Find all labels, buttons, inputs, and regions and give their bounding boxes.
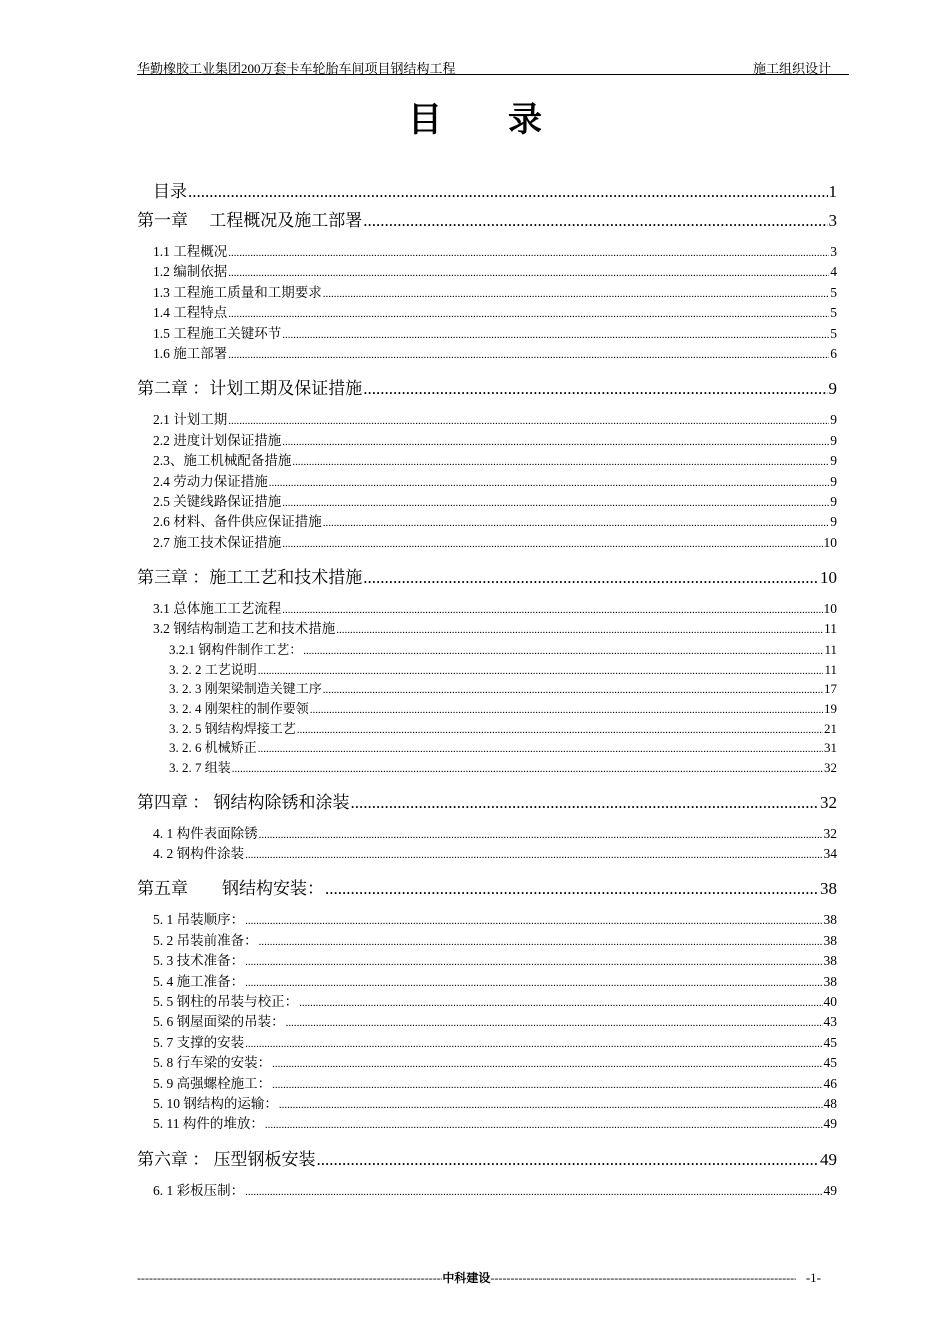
toc-label: 第五章 钢结构安装： — [137, 879, 324, 899]
toc-leader — [259, 824, 823, 845]
toc-label: 第六章 ： 压型钢板安装 — [137, 1149, 316, 1169]
toc-page: 38 — [823, 973, 837, 989]
toc-entry[interactable] — [137, 1181, 837, 1201]
toc-page: 49 — [823, 1182, 837, 1198]
toc-subentry[interactable] — [137, 640, 837, 660]
toc-leader — [336, 619, 823, 640]
toc-page: 32 — [823, 825, 837, 841]
toc-page: 45 — [823, 1034, 837, 1050]
toc-entry[interactable] — [137, 1033, 837, 1053]
toc-page: 34 — [823, 846, 837, 862]
toc-entry[interactable] — [137, 972, 837, 992]
toc-subentry[interactable] — [137, 719, 837, 739]
toc-page: 1 — [828, 182, 837, 201]
toc-entry[interactable] — [137, 599, 837, 619]
toc-label: 2.3、施工机械配备措施 — [153, 453, 292, 469]
toc-leader — [297, 719, 823, 741]
toc-page: 21 — [824, 720, 837, 736]
toc-page: 9 — [830, 514, 837, 530]
toc-page: 38 — [823, 953, 837, 969]
toc-leader — [269, 472, 830, 493]
toc-chapter-3[interactable] — [137, 563, 837, 593]
toc-label: 3.2.1 钢构件制作工艺： — [169, 641, 303, 657]
toc-page: 43 — [823, 1014, 837, 1030]
toc-label: 第二章 ：计划工期及保证措施 — [137, 379, 363, 399]
toc-leader — [317, 1145, 820, 1175]
toc-leader — [232, 758, 823, 780]
toc-page: 11 — [824, 621, 837, 637]
toc-label: 5. 11 构件的堆放： — [153, 1116, 264, 1132]
toc-page: 38 — [823, 912, 837, 928]
toc-leader — [245, 844, 822, 865]
toc-chapter-2[interactable] — [137, 374, 837, 404]
toc-leader — [363, 206, 827, 236]
toc-page: 9 — [830, 412, 837, 428]
toc-entry[interactable] — [137, 344, 837, 364]
toc-leader — [245, 910, 822, 931]
toc-leader — [325, 874, 819, 904]
toc-leader — [258, 738, 823, 760]
footer-page-number: -1- — [805, 1270, 821, 1285]
toc-leader — [228, 242, 829, 263]
toc-leader — [310, 699, 823, 721]
page-footer — [137, 1269, 849, 1286]
toc-entry[interactable] — [137, 1074, 837, 1094]
toc-label: 3. 2. 4 刚架柱的制作要领 — [169, 700, 309, 716]
toc-label: 2.2 进度计划保证措施 — [153, 432, 282, 448]
toc-leader — [282, 599, 822, 620]
toc-entry[interactable] — [137, 492, 837, 512]
toc-leader — [282, 324, 829, 345]
toc-leader — [279, 1094, 823, 1115]
toc-label: 3. 2. 5 钢结构焊接工艺 — [169, 720, 296, 736]
toc-label: 5. 5 钢柱的吊装与校正： — [153, 994, 299, 1010]
toc-label: 第三章 ：施工工艺和技术措施 — [137, 568, 363, 588]
toc-page: 31 — [824, 740, 837, 756]
toc-entry[interactable] — [137, 992, 837, 1012]
toc-entry[interactable] — [137, 844, 837, 864]
toc-entry[interactable] — [137, 931, 837, 951]
toc-label: 2.6 材料、备件供应保证措施 — [153, 514, 322, 530]
toc-chapter-4[interactable] — [137, 788, 837, 818]
toc-entry[interactable] — [137, 242, 837, 262]
toc-leader — [363, 374, 827, 404]
toc-page: 19 — [824, 700, 837, 716]
toc-page: 5 — [830, 325, 837, 341]
toc-page: 32 — [820, 792, 837, 812]
footer-dash-left — [137, 1271, 442, 1286]
toc-label: 2.4 劳动力保证措施 — [153, 473, 268, 489]
toc-label: 4. 2 钢构件涂装 — [153, 846, 245, 862]
toc-leader — [303, 640, 823, 662]
footer-dash-right — [490, 1271, 795, 1286]
toc-entry[interactable] — [137, 910, 837, 930]
toc-page: 5 — [830, 305, 837, 321]
toc-label: 5. 7 支撑的安装 — [153, 1034, 245, 1050]
toc-leader — [282, 492, 829, 513]
toc-subentry[interactable] — [137, 738, 837, 758]
toc-label: 3. 2. 3 刚架梁制造关键工序 — [169, 681, 322, 697]
toc-label: 2.5 关键线路保证措施 — [153, 493, 282, 509]
toc-label: 5. 9 高强螺栓施工： — [153, 1075, 272, 1091]
toc-label: 1.1 工程概况 — [153, 244, 228, 259]
toc-label: 2.7 施工技术保证措施 — [153, 534, 282, 550]
toc-leader — [245, 1181, 822, 1202]
toc-label: 1.6 施工部署 — [153, 345, 228, 361]
title-char-1: 目 — [408, 102, 442, 139]
toc-page: 17 — [824, 681, 837, 697]
table-of-contents — [137, 178, 837, 1201]
toc-label: 3.2 钢结构制造工艺和技术措施 — [153, 621, 336, 637]
toc-page: 10 — [823, 534, 837, 550]
toc-entry[interactable] — [137, 619, 837, 639]
toc-leader — [228, 303, 829, 324]
footer-company: 中科建设 — [442, 1271, 491, 1285]
toc-entry[interactable] — [137, 283, 837, 303]
page-title — [0, 92, 950, 141]
toc-label: 3. 2. 2 工艺说明 — [169, 661, 257, 677]
toc-page: 38 — [823, 932, 837, 948]
toc-entry[interactable] — [137, 451, 837, 471]
toc-entry[interactable] — [137, 1114, 837, 1134]
toc-subentry[interactable] — [137, 699, 837, 719]
toc-leader — [282, 431, 829, 452]
toc-page: 38 — [820, 879, 837, 899]
toc-entry[interactable] — [137, 410, 837, 430]
toc-entry[interactable] — [137, 1012, 837, 1032]
toc-subentry[interactable] — [137, 679, 837, 699]
toc-label: 4. 1 构件表面除锈 — [153, 825, 258, 841]
toc-leader — [228, 344, 829, 365]
toc-subentry[interactable] — [137, 758, 837, 778]
toc-leader — [282, 533, 822, 554]
toc-label: 2.1 计划工期 — [153, 412, 228, 428]
toc-page: 40 — [823, 994, 837, 1010]
toc-leader — [245, 951, 822, 972]
toc-page: 9 — [828, 379, 837, 399]
toc-label: 第四章 ： 钢结构除锈和涂装 — [137, 792, 350, 812]
title-char-2: 录 — [508, 102, 542, 139]
toc-page: 3 — [828, 211, 837, 230]
toc-entry[interactable] — [137, 1053, 837, 1073]
toc-page: 11 — [824, 661, 837, 677]
toc-label: 3. 2. 7 组装 — [169, 759, 231, 775]
toc-entry[interactable] — [137, 951, 837, 971]
toc-page: 5 — [830, 284, 837, 300]
toc-label: 第一章 工程概况及施工部署 — [137, 211, 363, 230]
toc-entry[interactable] — [137, 262, 837, 282]
toc-label: 3.1 总体施工工艺流程 — [153, 601, 282, 617]
toc-label: 目录 — [153, 182, 187, 201]
toc-label: 1.2 编制依据 — [153, 264, 228, 280]
toc-entry[interactable] — [137, 824, 837, 844]
toc-page: 9 — [830, 432, 837, 448]
toc-label: 5. 8 行车梁的安装： — [153, 1055, 272, 1071]
toc-label: 1.4 工程特点 — [153, 305, 228, 321]
toc-label: 1.5 工程施工关键环节 — [153, 325, 282, 341]
toc-leader — [245, 972, 822, 993]
toc-label: 5. 3 技术准备： — [153, 953, 245, 969]
toc-page: 6 — [830, 345, 837, 361]
toc-page: 4 — [830, 264, 837, 280]
toc-label: 5. 1 吊装顺序： — [153, 912, 245, 928]
toc-leader — [272, 1074, 822, 1095]
toc-leader — [228, 410, 829, 431]
toc-chapter-5[interactable] — [137, 874, 837, 904]
toc-page: 3 — [830, 244, 837, 259]
toc-leader — [363, 563, 819, 593]
toc-leader — [351, 788, 820, 818]
toc-entry[interactable] — [137, 431, 837, 451]
toc-label: 5. 2 吊装前准备： — [153, 932, 258, 948]
toc-page: 9 — [830, 493, 837, 509]
toc-label: 5. 6 钢屋面梁的吊装： — [153, 1014, 285, 1030]
header-project-title: 华勤橡胶工业集团200万套卡车轮胎车间项目钢结构工程 — [137, 61, 456, 76]
toc-label: 3. 2. 6 机械矫正 — [169, 740, 257, 756]
toc-page: 49 — [823, 1116, 837, 1132]
toc-chapter-1[interactable] — [137, 206, 837, 236]
toc-page: 10 — [820, 568, 837, 588]
toc-entry[interactable] — [137, 533, 837, 553]
toc-leader — [292, 451, 829, 472]
toc-label: 5. 4 施工准备： — [153, 973, 245, 989]
toc-page: 49 — [820, 1149, 837, 1169]
toc-leader — [272, 1053, 822, 1074]
toc-subentry[interactable] — [137, 660, 837, 680]
toc-entry[interactable] — [137, 472, 837, 492]
toc-leader — [245, 1033, 822, 1054]
toc-entry-contents[interactable] — [137, 178, 837, 206]
toc-page: 11 — [824, 641, 837, 657]
toc-page: 46 — [823, 1075, 837, 1091]
toc-label: 6. 1 彩板压制： — [153, 1182, 245, 1198]
toc-entry[interactable] — [137, 512, 837, 532]
toc-leader — [258, 660, 824, 682]
toc-page: 45 — [823, 1055, 837, 1071]
toc-entry[interactable] — [137, 324, 837, 344]
toc-entry[interactable] — [137, 303, 837, 323]
toc-entry[interactable] — [137, 1094, 837, 1114]
toc-page: 10 — [823, 601, 837, 617]
toc-leader — [299, 992, 822, 1013]
toc-leader — [188, 178, 828, 206]
header-document-type: 施工组织设计 — [752, 61, 831, 76]
toc-page: 32 — [824, 759, 837, 775]
toc-page: 9 — [830, 453, 837, 469]
toc-leader — [323, 283, 830, 304]
toc-page: 9 — [830, 473, 837, 489]
toc-chapter-6[interactable] — [137, 1145, 837, 1175]
toc-leader — [323, 512, 830, 533]
toc-page: 48 — [823, 1095, 837, 1111]
toc-leader — [286, 1012, 823, 1033]
toc-label: 5. 10 钢结构的运输： — [153, 1095, 278, 1111]
toc-leader — [323, 679, 823, 701]
page-header — [137, 56, 849, 75]
toc-leader — [228, 262, 829, 283]
toc-label: 1.3 工程施工质量和工期要求 — [153, 284, 322, 300]
toc-leader — [265, 1114, 823, 1135]
toc-leader — [259, 931, 823, 952]
